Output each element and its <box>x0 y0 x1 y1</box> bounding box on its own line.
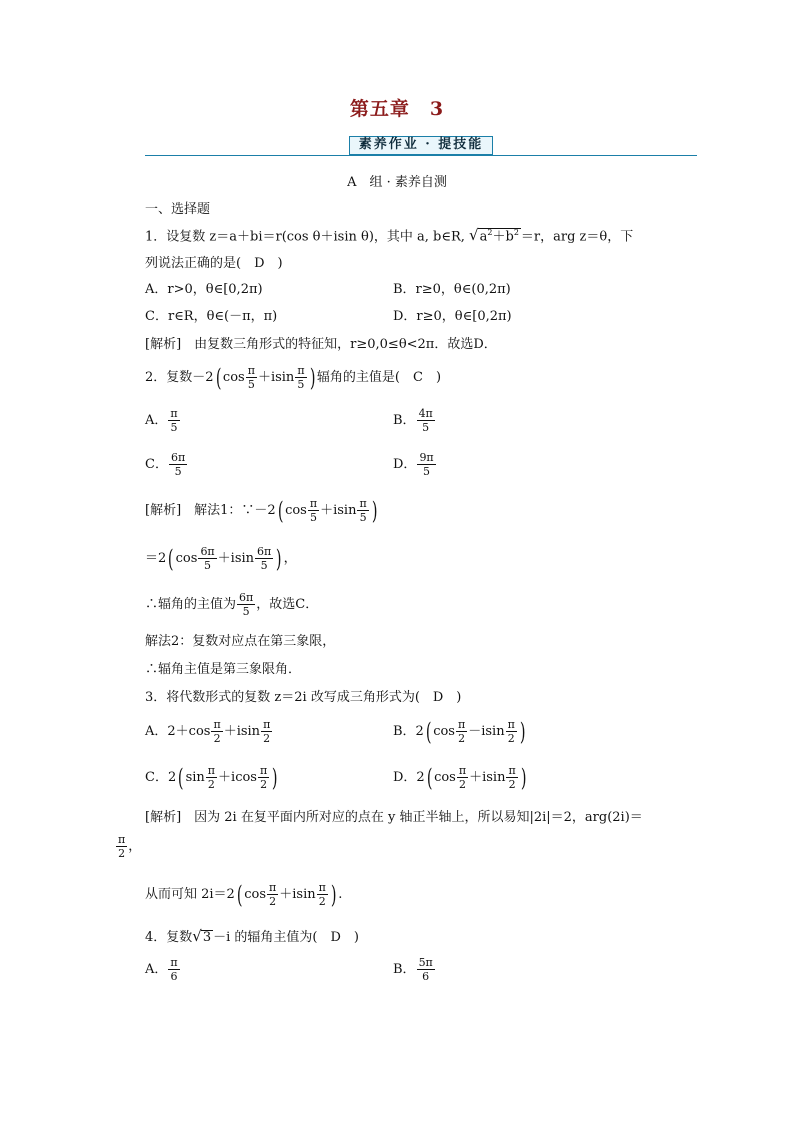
fraction <box>308 498 319 523</box>
q2-cos: cos <box>175 551 198 566</box>
q1-analysis: [解析] 由复数三角形式的特征知，r≥0,0≤θ<2π．故选D． <box>145 337 497 352</box>
q3-d-cos: cos <box>434 770 456 785</box>
fraction <box>417 452 435 477</box>
left-paren: ( <box>168 544 174 573</box>
left-paren: ( <box>215 363 222 392</box>
fraction <box>198 546 216 571</box>
q2-isin: ＋isin <box>320 503 357 518</box>
q3-b-mid: －isin <box>468 724 505 739</box>
q1-sq-b: 2 <box>513 228 519 237</box>
fraction <box>317 882 328 907</box>
q2-option-c <box>145 452 188 477</box>
option-label: B． <box>393 413 416 428</box>
frac-den: 2 <box>263 732 271 745</box>
section-heading: 一、选择题 <box>145 202 211 217</box>
fraction <box>506 765 517 790</box>
q1-sqrt-expression: $a^2+b^2$ <box>479 228 519 245</box>
q1-option-c: C．r∈R，θ∈(－π，π) <box>145 309 278 324</box>
frac-den: 2 <box>458 778 466 791</box>
right-paren: ) <box>276 544 282 573</box>
frac-num: 6π <box>239 591 254 604</box>
q1-stem-a: 1．设复数 z＝a＋bi＝r(cos θ＋isin θ)，其中 a, b∈R, <box>145 229 470 245</box>
q2-isin: ＋isin <box>217 551 255 566</box>
option-label: A． <box>145 962 168 977</box>
option-label: A． <box>145 413 168 428</box>
q3-stem: 3．将代数形式的复数 z＝2i 改写成三角形式为( D ) <box>145 690 462 705</box>
q3-a-mid: ＋isin <box>223 724 261 739</box>
frac-num: 5π <box>418 956 433 969</box>
q3-option-c <box>145 765 280 790</box>
q3-analysis-line3-pre: 从而可知 2i＝2 <box>145 887 235 902</box>
fraction <box>206 765 217 790</box>
q2-cos: cos <box>285 503 307 518</box>
frac-den: 2 <box>508 778 516 791</box>
frac-den: 2 <box>207 778 215 791</box>
q2-analysis-line3 <box>145 592 318 617</box>
q1-option-d: D．r≥0，θ∈[0,2π) <box>393 309 512 324</box>
q3-analysis-cos: cos <box>244 887 266 902</box>
q3-analysis-line3-post: . <box>338 887 343 902</box>
fraction <box>457 765 468 790</box>
q1-sqrt-b: b <box>505 229 514 245</box>
frac-num: 6π <box>170 451 186 464</box>
frac-den: 2 <box>213 732 221 745</box>
frac-num: π <box>170 407 178 420</box>
q2-analysis-line2 <box>145 546 297 571</box>
q2-sol1-line2-post: ， <box>283 551 297 566</box>
left-paren: ( <box>178 763 184 792</box>
q3-analysis-line1: [解析] 因为 2i 在复平面内所对应的点在 y 轴正半轴上，所以易知|2i|＝2，arg(2i)＝ <box>145 810 643 825</box>
frac-num: π <box>118 833 126 846</box>
frac-num: 6π <box>257 545 272 558</box>
fraction <box>456 719 467 744</box>
q2-sol1-line3-post: ，故选C． <box>256 597 319 612</box>
frac-num: 9π <box>419 451 434 464</box>
q2-option-a <box>145 408 181 433</box>
q2-analysis-sol2-line1: 解法2：复数对应点在第三象限， <box>145 634 336 649</box>
frac-den: 6 <box>170 970 178 983</box>
q1-stem-b: ＝r，arg z＝θ，下 <box>520 229 634 245</box>
option-label: C． <box>145 457 168 472</box>
right-paren: ) <box>309 363 316 392</box>
left-paren: ( <box>425 717 432 746</box>
frac-num: π <box>507 718 515 731</box>
fraction <box>357 498 368 523</box>
frac-den: 5 <box>247 378 255 391</box>
right-paren: ) <box>520 763 527 792</box>
q2-cos: cos <box>222 370 245 385</box>
frac-num: π <box>213 718 221 731</box>
frac-den: 5 <box>359 511 367 524</box>
section-banner: 素养作业 · 提技能 <box>349 136 493 155</box>
q3-option-d <box>393 765 528 790</box>
frac-num: π <box>297 364 305 377</box>
q4-stem <box>145 929 359 945</box>
frac-den: 5 <box>260 559 268 572</box>
option-label: D． <box>393 457 417 472</box>
frac-den: 2 <box>269 895 277 908</box>
q4-stem-pre: 4．复数 <box>145 930 193 945</box>
frac-num: π <box>458 764 467 777</box>
q4-option-b <box>393 957 436 982</box>
q3-c-sin: sin <box>185 770 205 785</box>
frac-num: π <box>359 497 367 510</box>
q1-stem-line2: 列说法正确的是( D ) <box>145 256 283 271</box>
q2-option-d <box>393 452 437 477</box>
q2-sol1-line3-pre: ∴辐角的主值为 <box>145 597 237 612</box>
sqrt-sign: √ <box>469 226 479 245</box>
frac-num: π <box>247 364 255 377</box>
frac-den: 5 <box>242 605 250 618</box>
q1-option-a: A．r>0，θ∈[0,2π) <box>145 282 263 297</box>
header-rule <box>145 155 697 156</box>
fraction <box>116 834 127 859</box>
left-paren: ( <box>236 880 243 909</box>
q3-analysis-mid: ＋isin <box>279 887 316 902</box>
q3-b-cos: cos <box>433 724 455 739</box>
left-paren: ( <box>426 763 433 792</box>
sqrt-sign: √ <box>192 927 202 945</box>
fraction <box>417 957 435 982</box>
q3-d-label: D．2 <box>393 770 425 785</box>
q3-a-label: A．2＋cos <box>145 724 211 739</box>
frac-num: 4π <box>418 407 433 420</box>
q1-sqrt-a: a <box>479 229 488 245</box>
fraction <box>168 408 179 433</box>
frac-num: π <box>170 956 178 969</box>
frac-num: π <box>207 764 216 777</box>
frac-den: 5 <box>174 465 182 478</box>
fraction <box>417 408 435 433</box>
chapter-title: 第五章 3 <box>349 98 445 120</box>
fraction <box>211 719 222 744</box>
fraction <box>261 719 272 744</box>
q2-frac-pi-5 <box>295 365 306 390</box>
q2-frac-pi-5 <box>246 365 257 390</box>
q3-c-mid: ＋icos <box>218 770 257 785</box>
q3-option-b <box>393 719 527 744</box>
q3-b-label: B．2 <box>393 724 424 739</box>
group-heading: A 组 · 素养自测 <box>347 175 447 190</box>
frac-den: 5 <box>423 465 431 478</box>
frac-num: π <box>318 881 326 894</box>
q1-option-b: B．r≥0，θ∈(0,2π) <box>393 282 511 297</box>
q2-stem <box>145 365 441 390</box>
frac-den: 2 <box>318 895 326 908</box>
frac-den: 2 <box>118 847 126 860</box>
q1-stem-line1 <box>145 228 633 245</box>
frac-num: 6π <box>200 545 215 558</box>
frac-den: 2 <box>507 732 515 745</box>
q4-stem-post: －i 的辐角主值为( D ) <box>213 930 359 945</box>
option-label: B． <box>393 962 416 977</box>
q2-analysis-sol2-line2: ∴辐角主值是第三象限角． <box>145 662 302 677</box>
q1-sq-a: 2 <box>487 228 493 237</box>
fraction <box>255 546 273 571</box>
fraction <box>169 452 187 477</box>
q2-stem-pre: 2．复数－2 <box>145 370 214 385</box>
frac-num: π <box>508 764 516 777</box>
q2-sol1-line2-pre: ＝2 <box>145 551 167 566</box>
frac-den: 5 <box>170 421 178 434</box>
frac-num: π <box>259 764 268 777</box>
fraction <box>168 957 179 982</box>
frac-num: π <box>457 718 466 731</box>
frac-den: 5 <box>422 421 430 434</box>
right-paren: ) <box>519 717 526 746</box>
fraction <box>258 765 269 790</box>
q4-sqrt-3: 3 <box>202 930 212 945</box>
frac-num: π <box>309 497 318 510</box>
q3-analysis-line2 <box>115 834 141 859</box>
q2-stem-post: 辐角的主值是( C ) <box>316 370 442 385</box>
right-paren: ) <box>330 880 337 909</box>
fraction <box>237 592 255 617</box>
frac-den: 5 <box>297 378 305 391</box>
q2-isin: ＋isin <box>257 370 295 385</box>
frac-num: π <box>263 718 271 731</box>
q3-analysis-line3 <box>145 882 342 907</box>
q3-c-label: C．2 <box>145 770 177 785</box>
frac-den: 2 <box>260 778 268 791</box>
frac-den: 6 <box>422 970 430 983</box>
q3-d-mid: ＋isin <box>469 770 506 785</box>
frac-den: 2 <box>458 732 466 745</box>
left-paren: ( <box>277 496 284 525</box>
fraction <box>506 719 517 744</box>
q2-analysis-line1 <box>145 498 379 523</box>
frac-den: 5 <box>309 511 317 524</box>
q4-option-a <box>145 957 181 982</box>
q2-sol1-pre: [解析] 解法1：∵－2 <box>145 503 276 518</box>
right-paren: ) <box>272 763 278 792</box>
right-paren: ) <box>371 496 378 525</box>
q3-analysis-line2-post: ， <box>128 839 142 854</box>
q3-option-a <box>145 719 273 744</box>
frac-num: π <box>269 881 277 894</box>
fraction <box>267 882 278 907</box>
q2-option-b <box>393 408 436 433</box>
frac-den: 5 <box>204 559 212 572</box>
